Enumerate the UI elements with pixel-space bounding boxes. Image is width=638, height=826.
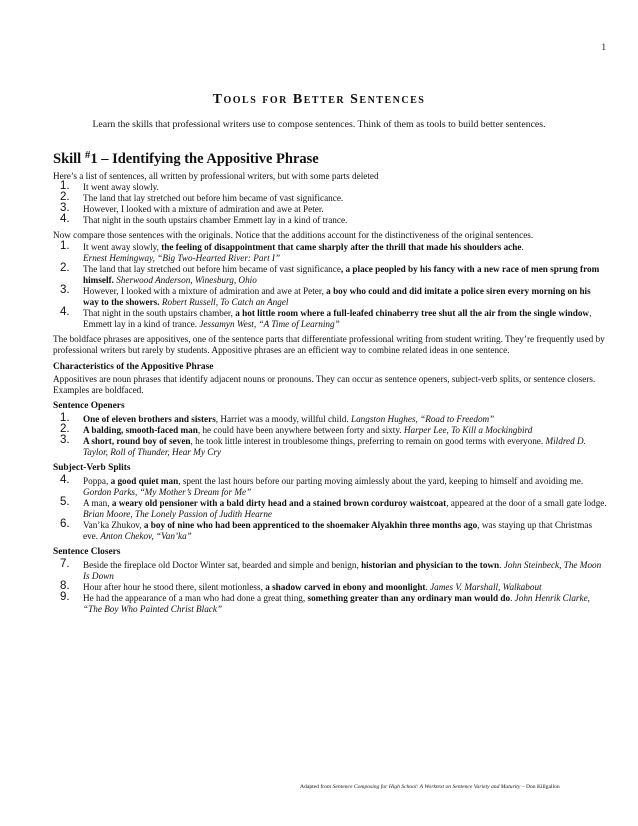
sentence-text: Poppa, [83, 475, 111, 486]
skill-number: 1 [90, 151, 98, 167]
citation: Langston Hughes, “Road to Freedom” [350, 413, 495, 424]
list-item [53, 422, 608, 436]
appositive-phrase: a boy who could and did imitate a police siren every morning on his way to the showers. [83, 285, 591, 308]
sentence-text: , was staying up that Christmas eve. [83, 520, 593, 542]
appositive-phrase: a hot little room where a full-leafed chinaberry tree shut all the air from the single window [235, 308, 590, 319]
sentence-text: Van’ka Zhukov, [83, 520, 144, 531]
appositive-phrase: One of eleven brothers and sisters [83, 413, 216, 424]
characteristics-text: Appositives are noun phrases that identify adjacent nouns or pronouns. They can occur as sentence openers, subject-verb splits, or sentence closers. Examples are boldfaced. [53, 374, 596, 396]
citation: Brian Moore, The Lonely Passion of Judith Hearne [83, 509, 273, 520]
citation: Anton Chekov, “Van’ka” [100, 531, 192, 542]
item-number: 2. [60, 422, 70, 435]
footer-prefix: Adapted from [300, 784, 333, 790]
item-number: 9. [60, 591, 70, 604]
sentence-text: It went away slowly, [83, 241, 162, 252]
item-number: 4. [60, 473, 70, 486]
page-title: Tools for Better Sentences [212, 92, 426, 107]
openers-list [53, 411, 608, 458]
sentence-text: , he took little interest in troublesome things, preferring to remain on good terms with everyone. [190, 436, 546, 447]
list-item [53, 520, 608, 542]
item-number: 7. [60, 558, 70, 570]
item-number: 4. [60, 306, 70, 319]
appositive-phrase: A balding, smooth-faced man [83, 424, 198, 435]
list-item [53, 193, 608, 204]
skill-heading [53, 146, 608, 168]
appositive-phrase: a shadow carved in ebony and moonlight [265, 582, 426, 593]
closers-heading: Sentence Closers [53, 547, 121, 558]
skill-hash: # [84, 149, 91, 161]
deleted-sentence-list [53, 182, 608, 226]
compare-text: Now compare those sentences with the originals. Notice that the additions account for the distinctiveness of the original sentences. [53, 230, 534, 241]
appositive-phrase: a good quiet man [110, 475, 179, 486]
sentence-text: He had the appearance of a man who had done a great thing, [83, 593, 308, 604]
citation: Robert Russell, To Catch an Angel [161, 297, 289, 308]
list-item [53, 308, 608, 330]
closers-list [53, 560, 608, 615]
item-number: 2. [60, 191, 70, 204]
list-item [53, 215, 608, 226]
splits-heading: Subject-Verb Splits [53, 463, 131, 474]
list-item [53, 204, 608, 215]
item-number: 5. [60, 496, 70, 509]
item-number: 1. [60, 180, 70, 193]
citation: Sherwood Anderson, Winesburg, Ohio [116, 274, 257, 285]
item-number: 8. [60, 580, 70, 593]
list-item [53, 560, 608, 582]
sentence-text: . [425, 582, 431, 593]
item-number: 1. [60, 239, 70, 252]
citation: John Steinbeck, The Moon Is Down [83, 560, 602, 582]
list-item [53, 498, 608, 520]
citation: Ernest Hemingway, “Big Two-Hearted River: Part I” [83, 252, 281, 263]
appositive-phrase: A short, round boy of seven [83, 436, 191, 447]
list-item [53, 593, 608, 615]
sentence-text: . [499, 560, 504, 570]
sentence-text: , Harriet was a moody, willful child. [215, 413, 351, 424]
item-number: 6. [60, 518, 70, 531]
item-number: 3. [60, 202, 70, 215]
citation: John Henrik Clarke, “The Boy Who Painted Christ Black” [83, 593, 590, 615]
list-item [53, 411, 608, 425]
openers-heading: Sentence Openers [53, 401, 125, 412]
sentence-text: A man, [83, 498, 112, 509]
list-item [53, 436, 608, 458]
appositive-phrase: historian and physician to the town [361, 560, 500, 570]
citation: James V. Marshall, Walkabout [430, 582, 542, 593]
sentence-text: The land that lay stretched out before him became of vast significance [83, 263, 341, 274]
citation: Harper Lee, To Kill a Mockingbird [403, 424, 533, 435]
skill-title: – Identifying the Appositive Phrase [97, 151, 319, 167]
sentence-text: . [510, 593, 515, 604]
list-item [53, 283, 608, 308]
list-item [53, 261, 608, 286]
item-number: 3. [60, 283, 70, 296]
item-text: That night in the south upstairs chamber Emmett lay in a kind of trance. [83, 215, 348, 226]
main-content [53, 146, 608, 615]
footer-book-title: Sentence Composing for High School: A Worktext on Sentence Variety and Maturity [332, 784, 521, 790]
item-number: 1. [60, 411, 70, 424]
item-text: The land that lay stretched out before him became of vast significance. [83, 193, 344, 204]
list-item [53, 239, 608, 264]
intro-text: Here’s a list of sentences, all written by professional writers, but with some parts deleted [53, 171, 379, 181]
sentence-text: Beside the fireplace old Doctor Winter sat, bearded and simple and benign, [83, 560, 362, 570]
boldface-paragraph: The boldface phrases are appositives, one of the sentence parts that differentiate professional writing from student writing. They’re frequently used by professional writers but rarely by students. Appositive phrases are an efficient way to combine related ideas in one sentence. [53, 334, 605, 356]
item-number: 3. [60, 434, 70, 447]
sentence-text: , appeared at the door of a small gate lodge. [446, 498, 607, 509]
citation: Gordon Parks, “My Mother’s Dream for Me” [83, 486, 252, 497]
list-item [53, 182, 608, 193]
appositive-phrase: a boy of nine who had been apprenticed to the shoemaker Alyakhin three months ago [143, 520, 478, 531]
characteristics-heading: Characteristics of the Appositive Phrase [53, 361, 214, 372]
sentence-text: , spent the last hours before our parting moving aimlessly about the yard, keeping to himself and avoiding me. [178, 475, 584, 486]
sentence-text: That night in the south upstairs chamber, [83, 308, 236, 319]
sentence-text: . [521, 241, 524, 252]
list-item [53, 473, 608, 498]
sentence-text: , he could have been anywhere between forty and sixty. [197, 424, 404, 435]
item-text: However, I looked with a mixture of admiration and awe at Peter. [83, 204, 324, 215]
appositive-phrase: a weary old pensioner with a bald dirty head and a stained brown corduroy waistcoat [111, 498, 447, 509]
list-item [53, 582, 608, 593]
appositive-phrase: the feeling of disappointment that came sharply after the thrill that made his shoulders ache [161, 241, 522, 252]
page-number: 1 [601, 42, 606, 52]
item-number: 4. [60, 213, 70, 226]
citation: Jessamyn West, “A Time of Learning” [199, 319, 340, 330]
item-text: It went away slowly. [83, 182, 159, 193]
citation: Mildred D. Taylor, Roll of Thunder, Hear My Cry [83, 436, 586, 458]
page-subtitle: Learn the skills that professional writers use to compose sentences. Think of them as tools to build better sentences. [92, 119, 546, 130]
splits-list [53, 473, 608, 543]
sentence-text: However, I looked with a mixture of admiration and awe at Peter, [83, 285, 327, 296]
skill-prefix: Skill [53, 151, 85, 167]
sentence-text: , Emmett lay in a kind of trance. [83, 308, 592, 330]
source-footer [300, 784, 560, 790]
appositive-phrase: something greater than any ordinary man would do [307, 593, 511, 604]
footer-author: – Don Killgallon [520, 784, 560, 790]
item-number: 2. [60, 261, 70, 274]
appositive-phrase: , a place peopled by his fancy with a new race of men sprung from himself. [83, 263, 600, 285]
sentence-text: Hour after hour he stood there, silent motionless, [83, 582, 266, 593]
original-sentence-list [53, 239, 608, 331]
